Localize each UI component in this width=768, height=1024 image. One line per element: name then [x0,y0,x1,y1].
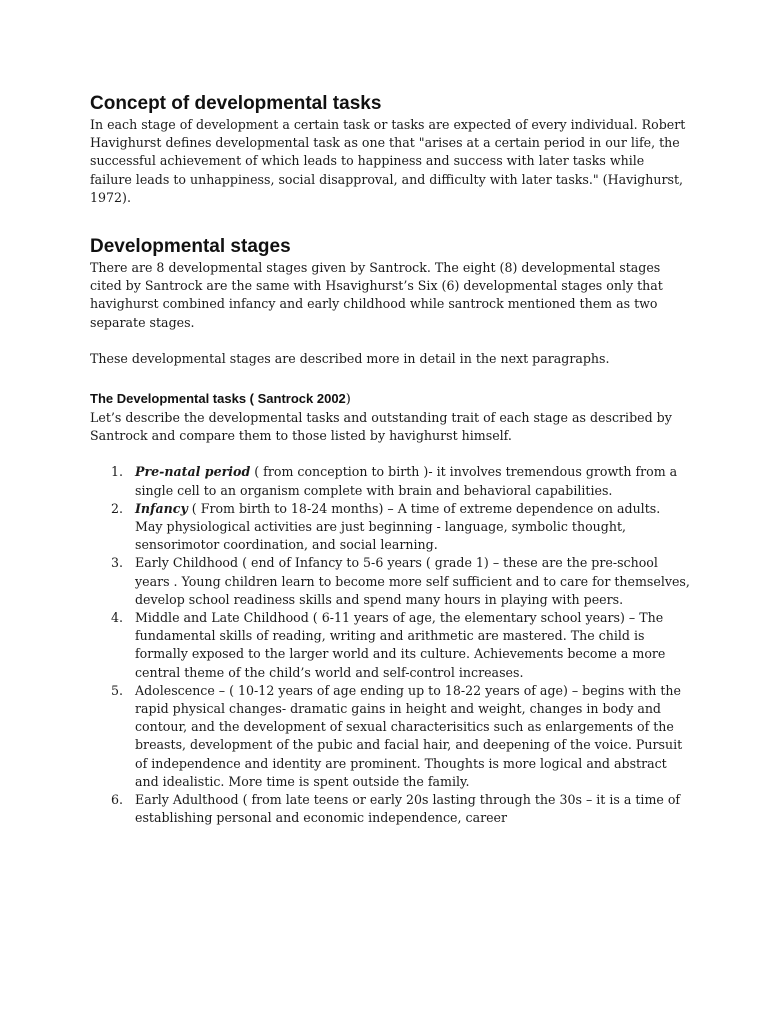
tasks-intro: Let’s describe the developmental tasks and outstanding trait of each stage as described by Santrock and compare them to those listed by havighurst himself. [90,410,672,444]
stages-paragraph-1: There are 8 developmental stages given by Santrock. The eight (8) developmental stages cited by Santrock are the same with Hsavighurst’s Six (6) developmental stages only that havighurst combined infancy and early childhood while santrock mentioned them as two separate stages. [90,260,663,330]
list-item-text: Early Childhood ( end of Infancy to 5-6 years ( grade 1) – these are the pre-school years . Young children learn to become more self sufficient and to care for themselves, develop school readiness skills and spend many hours in playing with peers. [135,555,690,607]
paragraph-spacer [90,332,690,350]
list-item-text: Middle and Late Childhood ( 6-11 years of age, the elementary school years) – The fundamental skills of reading, writing and arithmetic are mastered. The child is formally exposed to the larger world and its culture. Achievements become a more central theme of the child’s world and self-control increases. [135,610,666,680]
stages-list [90,463,690,827]
list-item-number: 4. [111,610,124,626]
list-item [90,609,690,682]
concept-paragraph: In each stage of development a certain task or tasks are expected of every individual. Robert Havighurst defines developmental task as one that "arises at a certain period in our life, the successful achievement of which leads to happiness and success with later tasks while failure leads to unhappiness, social disapproval, and difficulty with later tasks." (Havighurst, 1972). [90,117,686,205]
list-item-number: 6. [111,792,124,808]
list-item-term: Infancy [135,500,188,516]
list-item [90,554,690,609]
list-item [90,463,690,499]
list-item-number: 2. [111,500,124,516]
document-page [90,88,690,828]
list-item-number: 3. [111,555,124,571]
list-item [90,500,690,555]
list-item [90,682,690,791]
stages-heading: Developmental stages [90,236,291,258]
list-item-text: Adolescence – ( 10-12 years of age ending up to 18-22 years of age) – begins with the rapid physical changes- dramatic gains in height and weight, changes in body and contour, and the development of sexual characterisitics such as enlargements of the breasts, development of the pubic and facial hair, and deepening of the voice. Pursuit of independence and identity are prominent. Thoughts is more logical and abstract and idealistic. More time is spent outside the family. [135,682,683,789]
list-item-text: ( From birth to 18-24 months) – A time of extreme dependence on adults. May physiological activities are just beginning - language, symbolic thought, sensorimotor coordination, and social learning. [135,500,661,553]
list-item-number: 1. [111,464,124,480]
list-item [90,791,690,827]
tasks-heading-text: The Developmental tasks ( Santrock 2002 [90,391,346,407]
tasks-heading-tail: ) [345,392,351,408]
tasks-heading [90,390,690,409]
list-item-number: 5. [111,682,124,698]
list-item-text: Early Adulthood ( from late teens or early 20s lasting through the 30s – it is a time of establishing personal and economic independence, career [135,792,681,826]
stages-paragraph-2: These developmental stages are described more in detail in the next paragraphs. [90,350,610,366]
list-item-text: ( from conception to birth )- it involves tremendous growth from a single cell to an organism complete with brain and behavioral capabilities. [135,464,678,498]
list-item-term: Pre-natal period [135,464,251,480]
concept-heading: Concept of developmental tasks [90,93,382,114]
